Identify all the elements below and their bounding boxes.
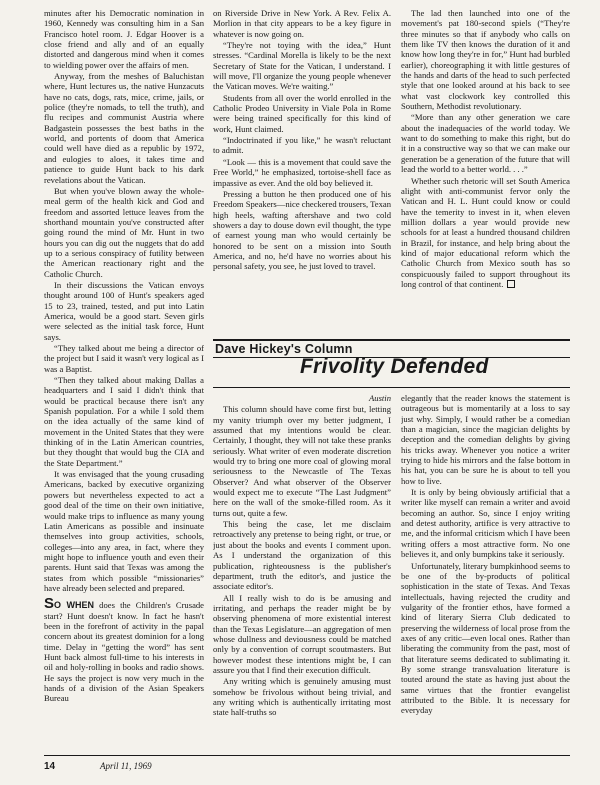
paragraph: It is only by being obviously artificial that a writer like myself can remain a writer and avoid becoming an author. So, since I enjoy writing and detest authority, artifice is very attractive to me, and the informal criticism which I have been writing offers a most attractive form. No one believes it, and only bumpkins take it seriously. <box>401 487 570 560</box>
paragraph: “More than any other generation we care about the inadequacies of the world today. We want to do something to make this right, but do it in a constructive way so that we can make our generation be a generation of the future that will lead the world to a better world. . . .” <box>401 112 570 175</box>
paragraph: All I really wish to do is be amusing and irritating, and perhaps the reader might be by observing phenomena of more existential interest than the Texas Legislature—an aggregation of men whose dullness and deviousness could be matched only by a convention of corrupt scoutmasters. But however modest these intentions might be, I can assure you that I find their execution difficult. <box>213 592 391 675</box>
paragraph: The lad then launched into one of the movement's pat 180-second spiels (“They're three minutes so that if anybody who calls on them like TV then knows the duration of it and know how long they're in for,” Hunt had burbled earlier), choreographing it with little gestures of the hands and darts of the head to such perfected style that one looked around at his back to see what vast clockwork key controlled this Southern, Methodist revolutionary. <box>401 8 570 112</box>
paragraph-text: Whether such rhetoric will set South America alight with anti-communist fervor only the Vatican and H. L. Hunt could know or could have the temerity to invest in it, when eleven million dollars a year would provide new schools for at least a hundred thousand children in Brazil, for instance, and help bring about the kind of major educational reform which the Catholic Church from Mexico south has so conspicuously failed to support throughout its long control of that continent. <box>401 175 570 289</box>
paragraph: “They talked about me being a director of the project but I said it wasn't very logical as I was a Baptist. <box>44 343 204 374</box>
paragraph: Anyway, from the meshes of Baluchistan where, Hunt lectures us, the native Hunzacuts have no cats, dogs, rats, mice, crime, jails, or police (they're nomads, to tell the truth), and flu recipes and communist Austria where Badgastein possesses the best baths in the world, and portents of doom that America could well have died as a republic by 1972, and eulogies to aloes, it takes time and patience to guide Hunt back to his dark revelations about the Vatican. <box>44 71 204 185</box>
paragraph: Pressing a button he then produced one of his Freedom Speakers—nice checkered trousers, Texan high heels, wafting aftershave and two cold showers a day to douse down evil thought, the type of earnest young man who would certainly be honored to be sent on a mission into South America, and no, he'd have no worries about his personal safety, you see, he just loved to travel. <box>213 188 391 272</box>
paragraph: elegantly that the reader knows the statement is outrageous but is momentarily at a loss to say just why. Simply, I would rather be a comedian than a magician, since the magician delights by deception and the comedian delights by giving his tricks away. Whenever you notice a writer trying to hide his mirrors and the false bottom in his hat, you can be sure he is about to tell you how to live. <box>401 393 570 486</box>
paragraph <box>44 595 204 704</box>
paragraph: This column should have come first but, letting my vanity triumph over my better judgment, I assumed that my intentions would be clear. Certainly, I thought, they will not take these pranks seriously. What writer of even moderate discretion would try to bring one more coal of glowing moral seriousness to the Newcastle of The Texas Observer? And what observer of the Observer would expect me to execute “The Last Judgment” here on the wall of the smoke-filled room. As it turns out, quite a few. <box>213 404 391 518</box>
drop-cap: S <box>44 595 55 613</box>
dateline: Austin <box>369 393 391 403</box>
article-column-1 <box>44 8 204 746</box>
paragraph: It was envisaged that the young crusading Americans, backed by executive organizing powers but nevertheless expected to act a good deal of the time on their own initiative, would make trips to influence as many young Latin Americans as possible and insinuate themselves into group activities, schools, colleges—into any area, in fact, where they might hope to influence youth and even their parents. Hunt said that Texas was among the states from which possible “missionaries” have already been selected and prepared. <box>44 469 204 593</box>
paragraph: “They're not toying with the idea,” Hunt stresses. “Cardinal Morella is likely to be the next Secretary of State for the Vatican, I understand. I will move, I'll organize the young people whenever the Vatican moves. We're waiting.” <box>213 40 391 92</box>
paragraph: In their discussions the Vatican envoys thought around 100 of Hunt's speakers aged 15 to 23, trained, tested, and put into Latin America, would be a good start. Seven girls were selected as the initial task force, Hunt says. <box>44 279 204 342</box>
paragraph <box>401 176 570 290</box>
section-rule-top <box>213 339 570 341</box>
paragraph: “Indoctrinated if you like,” he wasn't reluctant to admit. <box>213 135 391 156</box>
column-title: Dave Hickey's Column <box>215 342 353 356</box>
lead-in: O WHEN <box>54 600 95 611</box>
paragraph: on Riverside Drive in New York. A Rev. Felix A. Morlion in that city appears to be a key figure in whatever is now going on. <box>213 8 391 39</box>
article-column-3 <box>401 8 570 338</box>
page-number: 14 <box>44 761 56 772</box>
section-rule-bottom <box>213 387 570 388</box>
paragraph: minutes after his Democratic nomination in 1960, Kennedy was consulting him in a San Francisco hotel room. J. Edgar Hoover is a close friend and ally and of an equally distorted and dangerous mind when it comes to wielding power over the affairs of men. <box>44 8 204 70</box>
paragraph: “Then they talked about making Dallas a headquarters and I said I didn't think that would be practical because there isn't any Spanish population. For a while I sold them on the idea actually of the same kind of movement in the United States that they were thinking of in the Latin American countries, but they thought that would bug the CIA and the State Department.” <box>44 375 204 468</box>
footer-rule <box>44 755 570 756</box>
paragraph: Any writing which is genuinely amusing must somehow be frivolous without being trivial, and any writing which is authentically irritating most state half-truths so <box>213 676 391 718</box>
hickey-column-left <box>213 393 391 748</box>
headline: Frivolity Defended <box>300 355 489 378</box>
issue-date: April 11, 1969 <box>100 761 152 771</box>
paragraph-text: does the Children's Crusade start? Hunt doesn't know. In fact he hasn't been in the forefront of activity in the papal concern about its greatest dominion for a long time. Delay in “getting the word” has sent Hunt back almost full-time to his interests in oil and holy-rolling in books and radio shows. He says the project is now very much in the hands of a division of the Asian Speakers Bureau <box>44 600 204 704</box>
article-column-2 <box>213 8 391 338</box>
paragraph: Unfortunately, literary bumpkinhood seems to be one of the by-products of political sophistication in the state of Texas. And Texas intellectuals, having rejected the crudity and vulgarity of the frontier ethos, have formed a kind of literary Sierra Club dedicated to preserving the wilderness of local prose from the axes of any critic—even local ones. Rather than liberating the community from the past, most of that literature seems dedicated to sublimating it. By some strange transvaluation literature is touted around the state as having just about the same virtues that the frontier evangelist attributed to the Bible. It is necessary for everyday <box>401 560 570 716</box>
hickey-column-right <box>401 393 570 748</box>
paragraph: Students from all over the world enrolled in the Catholic Prodeo University in Viale Pola in Rome were being trained specifically for this kind of work, Hunt claimed. <box>213 92 391 134</box>
end-mark-icon <box>507 280 515 288</box>
paragraph: “Look — this is a movement that could save the Free World,” he emphasized, tortoise-shell face as impassive as ever. And the old boy believed it. <box>213 156 391 188</box>
paragraph: This being the case, let me disclaim retroactively any pretense to being right, or true, or just about the books and events I comment upon. As I understand the organization of this publication, righteousness is the publisher's department, truth the editor's, and justice the associate editor's. <box>213 519 391 592</box>
paragraph: But when you've blown away the whole-meal germ of the health kick and God and freedom and assorted lettuce leaves from the shorthand mountain you've constructed after going round the mind of Mr. Hunt in two hours you can dig out the nuggets that do add up to a serious conspiracy of futility between the American reactionary right and the Catholic Church. <box>44 185 204 279</box>
